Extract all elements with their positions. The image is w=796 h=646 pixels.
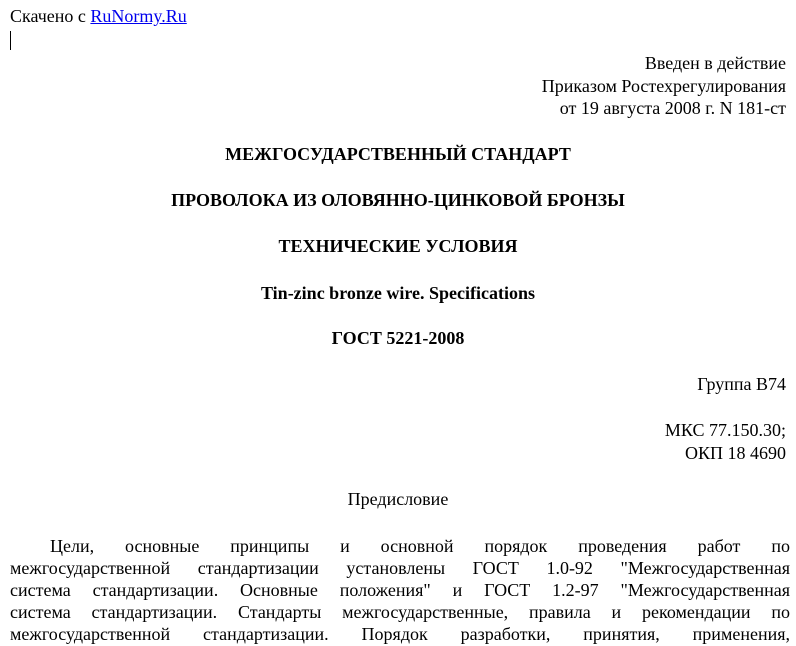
okp-code: ОКП 18 4690 [684, 443, 786, 463]
paragraph-line: Цели, основные принципы и основной порядок проведения работ по [50, 536, 790, 556]
source-prefix: Скачено с [10, 6, 91, 26]
english-title: Tin-zinc bronze wire. Specifications [261, 283, 535, 303]
standard-type-heading: МЕЖГОСУДАРСТВЕННЫЙ СТАНДАРТ [225, 144, 571, 164]
source-link[interactable]: RuNormy.Ru [90, 6, 187, 26]
foreword-paragraph [10, 535, 790, 645]
document-subtitle: ТЕХНИЧЕСКИЕ УСЛОВИЯ [278, 236, 518, 256]
mks-code: МКС 77.150.30; [664, 420, 786, 440]
paragraph-line: система стандартизации. Основные положения" и ГОСТ 1.2-97 "Межгосударственная [10, 580, 790, 600]
intro-line-3: от 19 августа 2008 г. N 181-ст [559, 98, 786, 118]
text-cursor [10, 31, 11, 50]
gost-number: ГОСТ 5221-2008 [331, 328, 465, 348]
group-code: Группа В74 [697, 374, 786, 394]
intro-line-2: Приказом Ростехрегулирования [541, 76, 786, 96]
paragraph-line: система стандартизации. Стандарты межгосударственные, правила и рекомендации по [10, 602, 790, 622]
document-title: ПРОВОЛОКА ИЗ ОЛОВЯННО-ЦИНКОВОЙ БРОНЗЫ [171, 190, 625, 210]
source-line [10, 5, 187, 27]
section-heading: Предисловие [347, 489, 449, 509]
paragraph-line: межгосударственной стандартизации. Порядок разработки, принятия, применения, [10, 624, 790, 644]
paragraph-line: межгосударственной стандартизации установлены ГОСТ 1.0-92 "Межгосударственная [10, 558, 790, 578]
intro-line-1: Введен в действие [644, 53, 786, 73]
